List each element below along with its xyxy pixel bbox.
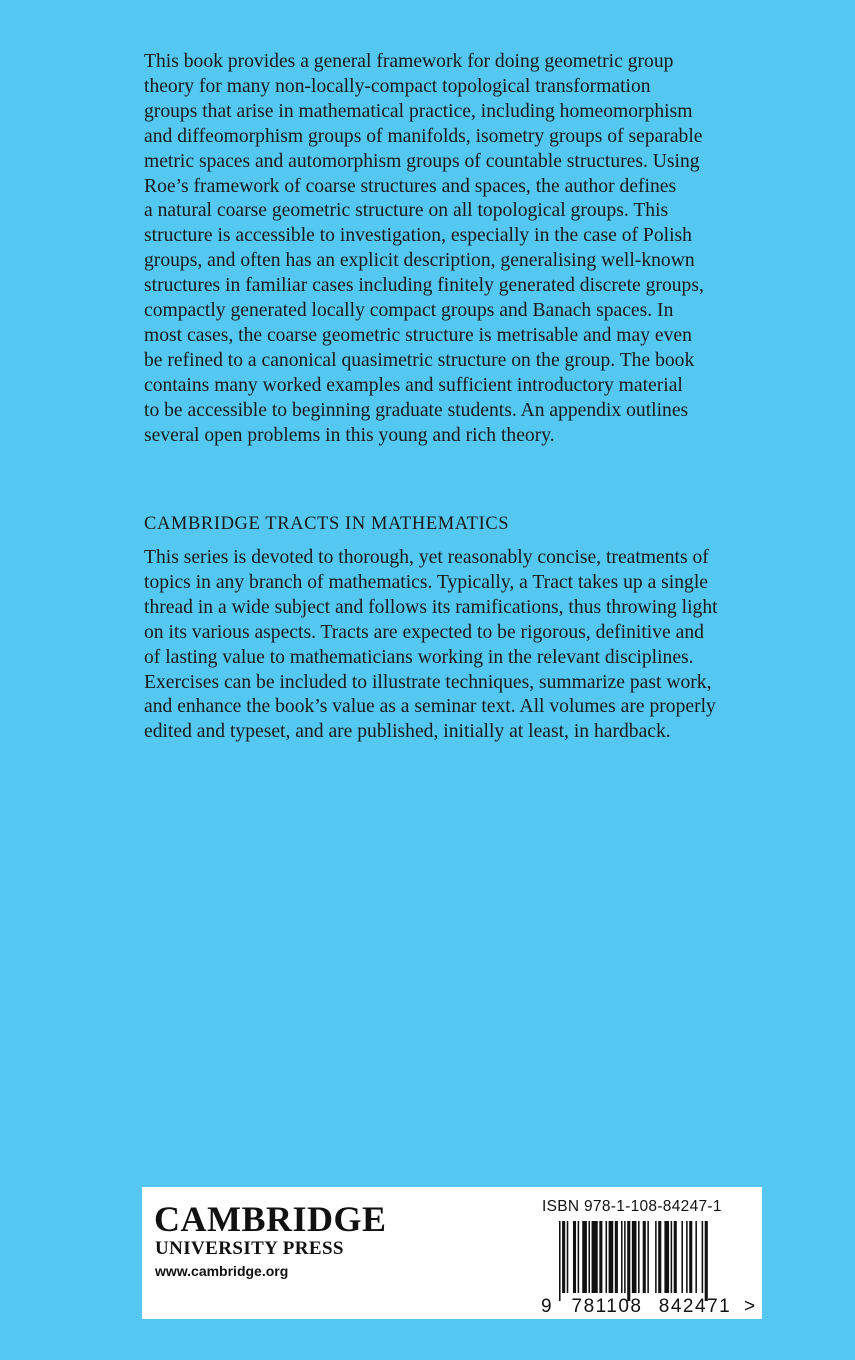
series-description-line: edited and typeset, and are published, initially at least, in hardback. (144, 721, 671, 743)
book-description (144, 50, 764, 449)
barcode-bar (567, 1221, 569, 1293)
description-line: groups that arise in mathematical practice, including homeomorphism (144, 100, 693, 122)
barcode-bar (632, 1221, 637, 1293)
barcode-bar (686, 1221, 688, 1293)
barcode-bar (592, 1221, 598, 1293)
description-line: This book provides a general framework for doing geometric group (144, 51, 674, 72)
barcode-bar (578, 1221, 580, 1293)
series-description-line: This series is devoted to thorough, yet reasonably concise, treatments of (144, 547, 709, 568)
series-description-line: and enhance the book’s value as a seminar text. All volumes are properly (144, 696, 716, 718)
barcode-bar (609, 1221, 614, 1293)
description-line: theory for many non-locally-compact topological transformation (144, 75, 651, 97)
description-line: structure is accessible to investigation, especially in the case of Polish (144, 225, 692, 247)
publisher-logo-name: CAMBRIDGE (154, 1199, 387, 1239)
barcode-first-digit: 9 (541, 1296, 552, 1315)
description-line: metric spaces and automorphism groups of countable structures. Using (144, 150, 700, 172)
publisher-footer (142, 1187, 762, 1319)
barcode-bar (674, 1221, 677, 1293)
series-description-line: of lasting value to mathematicians working in the relevant disciplines. (144, 646, 694, 668)
series-description-line: thread in a wide subject and follows its ramifications, thus throwing light (144, 596, 718, 618)
barcode-bar (582, 1221, 587, 1293)
description-line: to be accessible to beginning graduate students. An appendix outlines (144, 399, 689, 421)
barcode-quiet-zone-mark: > (744, 1296, 756, 1315)
publisher-website: www.cambridge.org (155, 1263, 289, 1279)
description-line: contains many worked examples and sufficient introductory material (144, 374, 683, 396)
description-line: and diffeomorphism groups of manifolds, isometry groups of separable (144, 125, 703, 147)
barcode-bar (643, 1221, 646, 1293)
series-description-line: topics in any branch of mathematics. Typically, a Tract takes up a single (144, 571, 708, 593)
barcode-bar (655, 1221, 657, 1293)
description-line: Roe’s framework of coarse structures and spaces, the author defines (144, 175, 677, 197)
barcode-left-digits: 781108 (571, 1296, 643, 1315)
barcode-bar (624, 1221, 626, 1293)
series-description-line: Exercises can be included to illustrate techniques, summarize past work, (144, 671, 712, 693)
barcode-bar (664, 1221, 669, 1293)
isbn-label: ISBN 978-1-108-84247-1 (542, 1198, 722, 1215)
isbn-barcode (537, 1219, 757, 1315)
barcode-bar (559, 1221, 561, 1301)
description-line: several open problems in this young and rich theory. (144, 424, 555, 446)
barcode-right-digits: 842471 (658, 1296, 732, 1315)
barcode-bar (638, 1221, 640, 1293)
barcode-bar (695, 1221, 697, 1293)
barcode-bar (615, 1221, 618, 1293)
barcode-bar (573, 1221, 576, 1293)
barcode-bar (562, 1221, 565, 1293)
barcode-bar (705, 1221, 708, 1301)
barcode-bar (647, 1221, 649, 1293)
publisher-logo-subtitle: UNIVERSITY PRESS (155, 1238, 344, 1259)
series-description-line: on its various aspects. Tracts are expected to be rigorous, definitive and (144, 621, 704, 643)
series-title: CAMBRIDGE TRACTS IN MATHEMATICS (144, 514, 510, 534)
barcode-bar (681, 1221, 683, 1293)
description-line: groups, and often has an explicit description, generalising well-known (144, 250, 695, 272)
description-line: be refined to a canonical quasimetric structure on the group. The book (144, 349, 695, 371)
barcode-bar (671, 1221, 673, 1293)
barcode-bar (606, 1221, 608, 1293)
barcode-bar (627, 1221, 630, 1301)
barcode-bar (599, 1221, 602, 1293)
barcode-bar (658, 1221, 661, 1293)
description-line: most cases, the coarse geometric structure is metrisable and may even (144, 324, 692, 346)
barcode-bar (588, 1221, 590, 1293)
barcode-bar (621, 1221, 623, 1293)
barcode-bars (559, 1221, 708, 1301)
description-line: a natural coarse geometric structure on all topological groups. This (144, 200, 669, 222)
description-line: structures in familiar cases including finitely generated discrete groups, (144, 275, 704, 297)
description-line: compactly generated locally compact groups and Banach spaces. In (144, 300, 674, 322)
barcode-bar (689, 1221, 692, 1293)
series-description (144, 546, 769, 745)
barcode-bar (702, 1221, 704, 1293)
